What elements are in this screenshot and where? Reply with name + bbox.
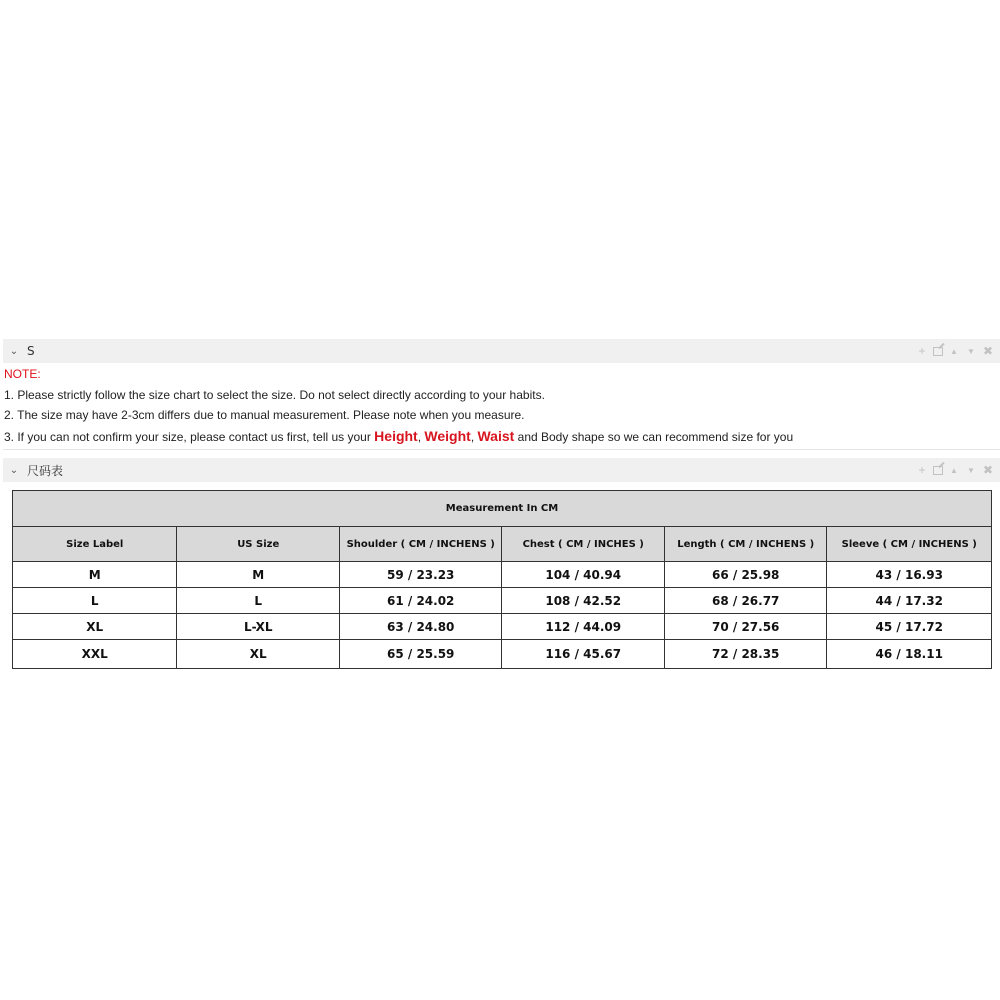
close-icon[interactable]: ✖	[982, 344, 994, 358]
close-icon[interactable]: ✖	[982, 463, 994, 477]
cell-size-label: XL	[13, 614, 177, 640]
cell-chest: 108 / 42.52	[502, 588, 665, 614]
add-icon[interactable]: +	[918, 344, 926, 358]
section-title: 尺码表	[27, 463, 64, 478]
section-header-size-chart[interactable]	[3, 458, 1000, 482]
chevron-down-icon[interactable]: ⌄	[9, 345, 19, 357]
cell-sleeve: 45 / 17.72	[827, 614, 992, 640]
cell-us-size: XL	[177, 640, 340, 669]
note-sep-1: ,	[417, 429, 425, 444]
header-sleeve: Sleeve ( CM / INCHENS )	[827, 527, 992, 562]
cell-sleeve: 46 / 18.11	[827, 640, 992, 669]
edit-icon[interactable]	[933, 347, 943, 356]
move-up-icon[interactable]: ▲	[950, 346, 958, 356]
chevron-down-icon[interactable]: ⌄	[9, 464, 19, 476]
cell-length: 66 / 25.98	[664, 562, 827, 588]
note-line-2: 2. The size may have 2-3cm differs due to manual measurement. Please note when you measure.	[4, 408, 525, 422]
header-chest: Chest ( CM / INCHES )	[502, 527, 665, 562]
notes-block	[4, 364, 994, 447]
cell-length: 70 / 27.56	[664, 614, 827, 640]
section-title: S	[27, 344, 35, 358]
cell-chest: 104 / 40.94	[502, 562, 665, 588]
note-sep-2: ,	[470, 429, 478, 444]
size-table	[12, 490, 992, 669]
table-header-row	[13, 527, 992, 562]
cell-size-label: L	[13, 588, 177, 614]
cell-sleeve: 44 / 17.32	[827, 588, 992, 614]
cell-shoulder: 63 / 24.80	[339, 614, 502, 640]
note-line-3-suffix: and Body shape so we can recommend size for you	[514, 429, 794, 444]
cell-shoulder: 61 / 24.02	[339, 588, 502, 614]
cell-length: 68 / 26.77	[664, 588, 827, 614]
cell-shoulder: 59 / 23.23	[339, 562, 502, 588]
divider	[3, 449, 1000, 450]
cell-chest: 116 / 45.67	[502, 640, 665, 669]
cell-length: 72 / 28.35	[664, 640, 827, 669]
table-row	[13, 588, 992, 614]
add-icon[interactable]: +	[918, 463, 926, 477]
move-down-icon[interactable]: ▼	[967, 346, 975, 356]
section-toolbar	[916, 339, 994, 363]
note-line-1: 1. Please strictly follow the size chart to select the size. Do not select directly according to your habits.	[4, 387, 545, 402]
cell-us-size: L-XL	[177, 614, 340, 640]
header-length: Length ( CM / INCHENS )	[664, 527, 827, 562]
note-line-3	[4, 426, 994, 448]
highlight-height: Height	[374, 427, 418, 444]
highlight-weight: Weight	[424, 427, 471, 444]
table-row	[13, 640, 992, 669]
header-us-size: US Size	[177, 527, 340, 562]
header-shoulder: Shoulder ( CM / INCHENS )	[339, 527, 502, 562]
note-title: NOTE:	[4, 367, 41, 381]
cell-us-size: L	[177, 588, 340, 614]
note-line-3-prefix: 3. If you can not confirm your size, please contact us first, tell us your	[4, 429, 375, 444]
table-caption-row	[13, 491, 992, 527]
move-up-icon[interactable]: ▲	[950, 465, 958, 475]
cell-size-label: XXL	[13, 640, 177, 669]
table-row	[13, 614, 992, 640]
section-toolbar	[916, 458, 994, 482]
section-header-s[interactable]	[3, 339, 1000, 363]
cell-size-label: M	[13, 562, 177, 588]
cell-us-size: M	[177, 562, 340, 588]
table-caption: Measurement In CM	[13, 491, 992, 527]
cell-shoulder: 65 / 25.59	[339, 640, 502, 669]
cell-sleeve: 43 / 16.93	[827, 562, 992, 588]
cell-chest: 112 / 44.09	[502, 614, 665, 640]
move-down-icon[interactable]: ▼	[967, 465, 975, 475]
header-size-label: Size Label	[13, 527, 177, 562]
edit-icon[interactable]	[933, 466, 943, 475]
table-row	[13, 562, 992, 588]
highlight-waist: Waist	[477, 427, 515, 444]
